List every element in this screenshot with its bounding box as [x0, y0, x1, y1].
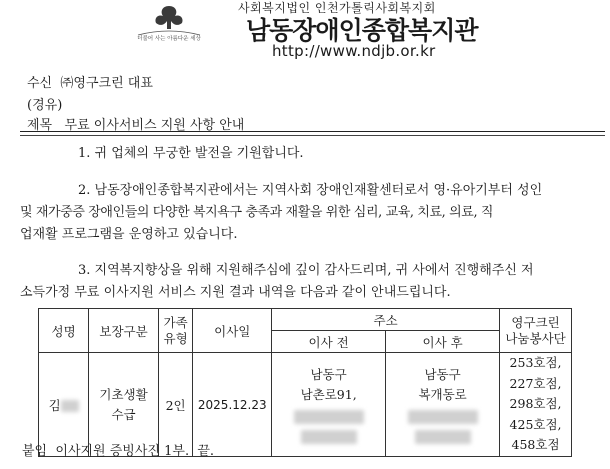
paragraph-2-line-1: 2. 남동장애인종합복지관에서는 지역사회 장애인재활센터로서 영·유아기부터 성인: [78, 183, 543, 198]
logo-motto: 더불어 사는 아름다운 세상: [137, 36, 201, 42]
cell-address-before: [272, 353, 386, 457]
table-header-row: [39, 309, 572, 331]
recipient-line: [27, 72, 153, 91]
donor-item: 227호점,: [509, 375, 562, 391]
after-line-2: 복개동로: [418, 386, 467, 402]
donor-item: 298호점,: [509, 396, 562, 412]
donor-item: 425호점,: [509, 416, 562, 432]
redacted-address-before-2: [301, 430, 357, 444]
redacted-address-after: [408, 410, 478, 424]
header-household-line-2: 유형: [163, 330, 188, 346]
cell-address-after: [386, 353, 500, 457]
header-household-line-1: 가족: [163, 314, 188, 330]
parent-org: 사회복지법인 인천가톨릭사회복지회: [238, 1, 436, 15]
name-visible: 김: [48, 397, 61, 413]
cell-donors: [500, 353, 572, 457]
paragraph-2-line-3: 업재활 프로그램을 운영하고 있습니다.: [20, 227, 238, 242]
redacted-address-before: [294, 410, 364, 424]
category-line-2: 수급: [111, 406, 136, 422]
org-name: 남동장애인종합복지관: [246, 16, 478, 45]
cell-move-date: 2025.12.23: [193, 353, 272, 457]
header-donor: [500, 309, 572, 353]
subject-value: 무료 이사서비스 지원 사항 안내: [64, 118, 245, 133]
header-move-date: 이사일: [193, 309, 272, 353]
via-line: (경유): [27, 98, 63, 113]
before-line-2: 남촌로91,: [300, 386, 357, 402]
paragraph-2: [20, 180, 600, 246]
category-line-1: 기초생활: [99, 386, 148, 402]
recipient-value: ㈜영구크린 대표: [60, 76, 153, 91]
redacted-name: [61, 400, 79, 412]
header-household: [158, 309, 192, 353]
recipient-label: 수신: [27, 76, 53, 91]
header-divider-secondary: [20, 135, 605, 136]
header-divider: [20, 131, 605, 132]
org-logo: [134, 2, 204, 42]
attachment-line: 붙임 이사지원 증빙사진 1부. 끝.: [22, 444, 215, 459]
after-line-1: 남동구: [424, 366, 461, 382]
header-donor-line-2: 나눔봉사단: [505, 330, 566, 346]
paragraph-3-line-2: 소득가정 무료 이사지원 서비스 지원 결과 내역을 다음과 같이 안내드립니다.: [20, 285, 451, 300]
paragraph-2-line-2: 및 재가중증 장애인들의 다양한 복지욕구 충족과 재활을 위한 심리, 교육, 치료, 의료, 직: [20, 205, 494, 220]
header-category: 보장구분: [89, 309, 159, 353]
cell-household: 2인: [158, 353, 192, 457]
donor-item: 253호점,: [509, 355, 562, 371]
header-after: 이사 후: [386, 331, 500, 353]
donor-item: 458호점: [511, 437, 560, 453]
paragraph-1: [20, 143, 600, 164]
paragraph-3-line-1: 3. 지역복지향상을 위해 지원해주심에 깊이 감사드리며, 귀 사에서 진행해주신 저: [78, 263, 534, 278]
paragraph-1-text: 1. 귀 업체의 무궁한 발전을 기원합니다.: [78, 146, 304, 161]
paragraph-3: [20, 260, 600, 304]
header-name: 성명: [39, 309, 89, 353]
header-address: 주소: [272, 309, 500, 331]
before-line-1: 남동구: [310, 366, 347, 382]
move-support-table: [38, 308, 572, 457]
redacted-address-after-2: [415, 430, 471, 444]
subject-label: 제목: [27, 118, 53, 133]
header-donor-line-1: 영구크린: [511, 314, 560, 330]
header-before: 이사 전: [272, 331, 386, 353]
org-url[interactable]: http://www.ndjb.or.kr: [272, 42, 436, 60]
